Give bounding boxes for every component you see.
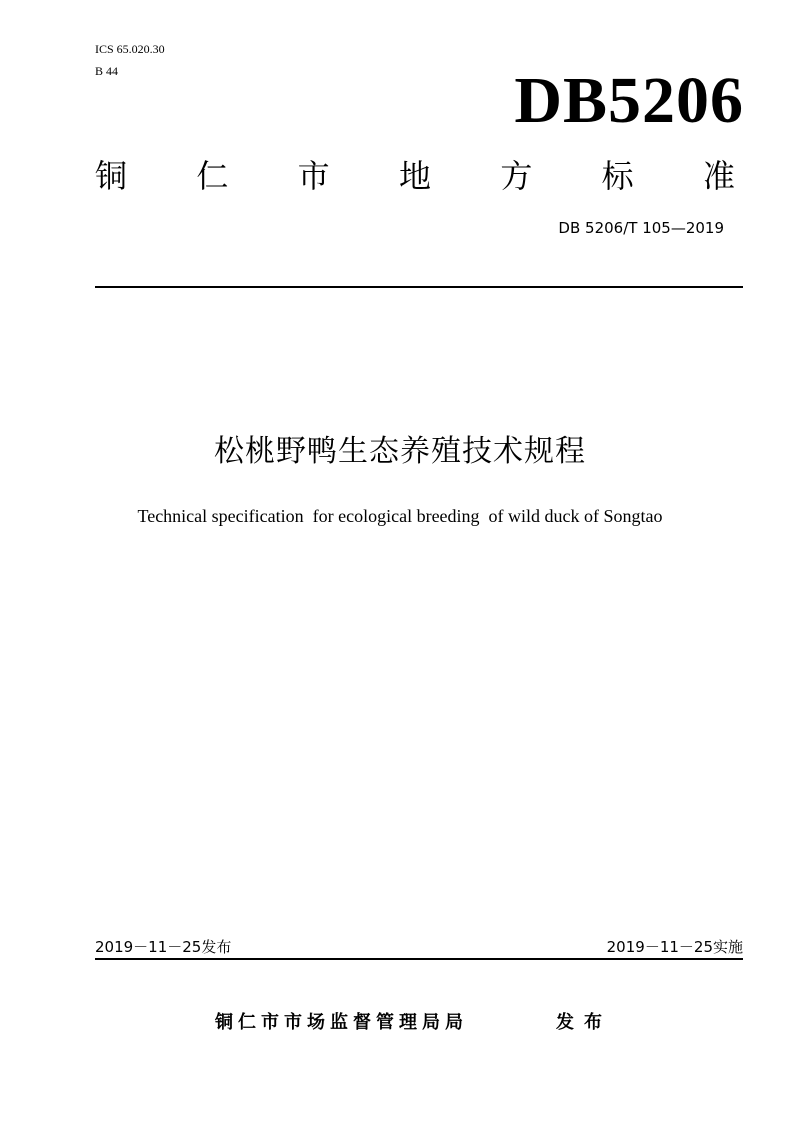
ccs-code: B 44 (95, 64, 119, 78)
implementation-date: 2019－11－25实施 (606, 938, 743, 956)
standard-type-char: 标 (601, 157, 634, 195)
standard-code: DB5206 (514, 64, 744, 137)
standard-type (95, 156, 735, 196)
standard-type-char: 方 (500, 157, 533, 195)
standard-type-char: 准 (702, 157, 735, 195)
title-english: Technical specification for ecological breeding of wild duck of Songtao (137, 506, 663, 526)
title-chinese: 松桃野鸭生态养殖技术规程 (214, 434, 586, 469)
standard-type-char: 铜 (95, 157, 128, 195)
standard-type-char: 仁 (196, 157, 229, 195)
issue-date: 2019－11－25发布 (95, 938, 232, 956)
top-divider (95, 286, 743, 288)
ics-code: ICS 65.020.30 (95, 42, 165, 56)
standard-type-char: 地 (398, 157, 431, 195)
standard-type-char: 市 (297, 157, 330, 195)
issue-label: 发布 (556, 1012, 612, 1033)
standard-number: DB 5206/T 105—2019 (558, 219, 724, 237)
bottom-divider (95, 958, 743, 960)
issuing-authority: 铜仁市市场监督管理局局 (215, 1012, 468, 1033)
